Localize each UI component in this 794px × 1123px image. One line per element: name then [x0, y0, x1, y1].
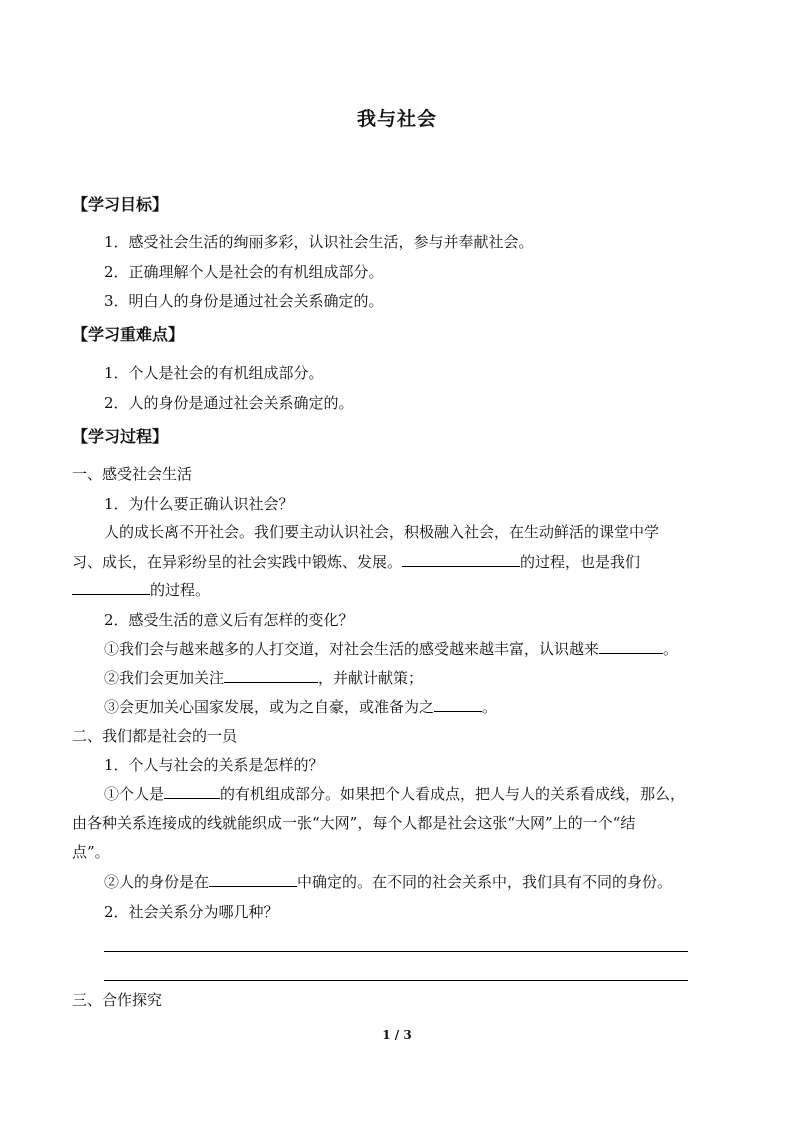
answer-text: [104, 784, 685, 804]
key-point-item: 1．个人是社会的有机组成部分。: [104, 364, 324, 382]
part-heading: 三、合作探究: [72, 991, 163, 1009]
answer-text-segment: ，并献计献策；: [318, 669, 424, 687]
answer-text-segment: 习、成长，在异彩纷呈的社会实践中锻炼、发展。: [72, 553, 403, 571]
fill-blank: [209, 872, 297, 887]
part-heading: 二、我们都是社会的一员: [72, 727, 238, 745]
fill-blank: [164, 784, 220, 799]
answer-text: [72, 552, 640, 572]
answer-text-segment: 的过程。: [150, 581, 211, 599]
fill-blank: [72, 580, 150, 595]
answer-text: [104, 872, 672, 892]
answer-text: 由各种关系连接成的线就能织成一张“大网”，每个人都是社会这张“大网”上的一个“结: [72, 814, 636, 832]
answer-text: [104, 639, 678, 659]
section-heading-key-points: 【学习重难点】: [72, 325, 185, 344]
answer-text-segment: ②我们会更加关注: [104, 669, 225, 687]
answer-text-segment: 。: [482, 698, 498, 716]
answer-text: 人的成长离不开社会。我们要主动认识社会，积极融入社会，在生动鲜活的课堂中学: [104, 523, 660, 541]
goal-item: 2．正确理解个人是社会的有机组成部分。: [104, 263, 384, 281]
question: 2．感受生活的意义后有怎样的变化？: [104, 611, 354, 629]
answer-line: [104, 951, 688, 952]
answer-text-segment: ②人的身份是在: [104, 873, 210, 891]
section-heading-process: 【学习过程】: [72, 427, 169, 446]
fill-blank: [402, 552, 520, 567]
part-heading: 一、感受社会生活: [72, 465, 193, 483]
fill-blank: [599, 639, 663, 654]
fill-blank: [434, 697, 482, 712]
section-heading-goals: 【学习目标】: [72, 195, 169, 214]
answer-line: [104, 980, 688, 981]
answer-text-segment: 中确定的。在不同的社会关系中，我们具有不同的身份。: [297, 873, 673, 891]
answer-text-segment: ①个人是: [104, 785, 165, 803]
goal-item: 3．明白人的身份是通过社会关系确定的。: [104, 292, 384, 310]
answer-text: [104, 697, 497, 717]
question: 1．个人与社会的关系是怎样的？: [104, 756, 324, 774]
answer-text-segment: 的过程，也是我们: [520, 553, 641, 571]
answer-text-segment: 的有机组成部分。如果把个人看成点，把人与人的关系看成线，那么，: [220, 785, 686, 803]
answer-text-segment: ③会更加关心国家发展，或为之自豪，或准备为之: [104, 698, 435, 716]
question: 2．社会关系分为哪几种？: [104, 903, 279, 921]
answer-text-segment: ①我们会与越来越多的人打交道，对社会生活的感受越来越丰富，认识越来: [104, 640, 600, 658]
answer-text: [72, 580, 210, 600]
key-point-item: 2．人的身份是通过社会关系确定的。: [104, 394, 354, 412]
question: 1．为什么要正确认识社会？: [104, 495, 294, 513]
page-number: 1 / 3: [382, 1028, 412, 1042]
answer-text-segment: 。: [663, 640, 679, 658]
page-title: 我与社会: [356, 108, 437, 130]
goal-item: 1．感受社会生活的绚丽多彩，认识社会生活，参与并奉献社会。: [104, 233, 534, 251]
answer-text: 点”。: [72, 843, 110, 861]
fill-blank: [224, 668, 318, 683]
answer-text: [104, 668, 423, 688]
